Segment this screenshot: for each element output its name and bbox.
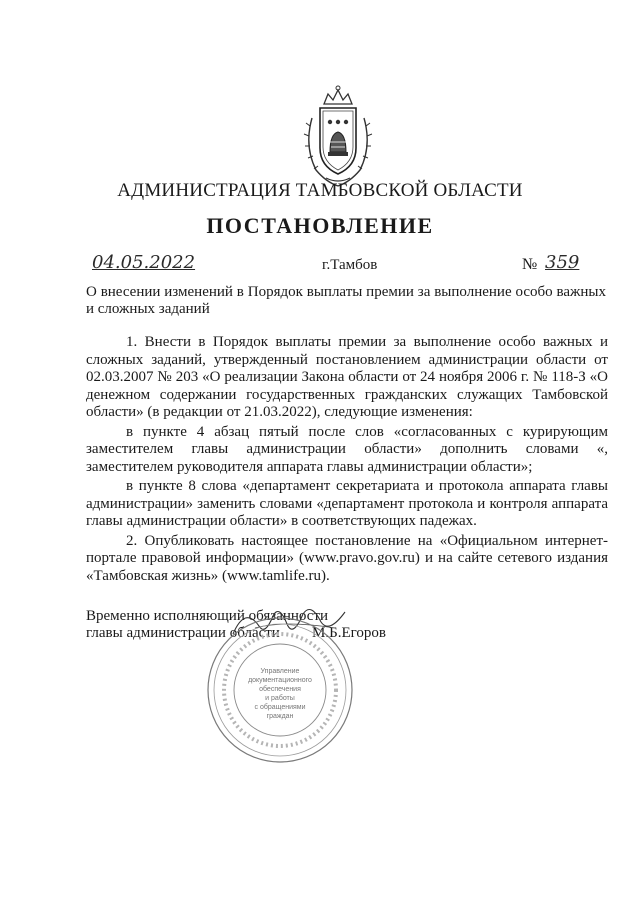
stamp-text-line: обеспечения <box>259 686 301 693</box>
coat-of-arms-icon <box>300 82 376 190</box>
paragraph-1a: в пункте 4 абзац пятый после слов «согласованных с курирующим заместителем главы администрации области» дополнить словами «, заместителем руководителя аппарата главы администрации области»; <box>86 423 608 475</box>
paragraph-1: 1. Внести в Порядок выплаты премии за выполнение особо важных и сложных заданий, утвержденный постановлением администрации области от 02.03.2007 № 203 «О реализации Закона области от 24 ноября 2006 г. № 118-З «О денежном содержании государственных гражданских служащих Тамбовской области» (в редакции от 21.03.2022), следующие изменения: <box>86 334 608 420</box>
document-city: г.Тамбов <box>322 257 378 273</box>
signatory-position-line1: Временно исполняющий обязанности <box>86 608 329 624</box>
signatory-position-line2: главы администрации области <box>86 625 280 641</box>
stamp-text-line: граждан <box>266 713 294 720</box>
signatory-name: М.Б.Егоров <box>312 625 386 641</box>
stamp-text-line: и работы <box>265 695 295 702</box>
number-label: № <box>522 256 538 273</box>
stamp-text-line: документационного <box>248 677 312 684</box>
document-type-title: ПОСТАНОВЛЕНИЕ <box>206 213 434 238</box>
paragraph-2: 2. Опубликовать настоящее постановление на «Официальном интернет-портале правовой информации» (www.pravo.gov.ru) и на сайте сетевого издания «Тамбовская жизнь» (www.tamlife.ru). <box>86 532 608 584</box>
document-subject: О внесении изменений в Порядок выплаты премии за выполнение особо важных и сложных заданий <box>86 284 606 317</box>
document-body <box>86 334 608 585</box>
official-seal-icon <box>205 615 355 765</box>
document-number: 359 <box>545 252 580 273</box>
stamp-text-line: с обращениями <box>254 704 306 711</box>
paragraph-1b: в пункте 8 слова «департамент секретариата и протокола аппарата главы администрации» заменить словами «департамент протокола и контроля аппарата главы администрации области» в соответствующих падежах. <box>86 478 608 529</box>
authority-title: АДМИНИСТРАЦИЯ ТАМБОВСКОЙ ОБЛАСТИ <box>117 180 523 201</box>
stamp-text-line: Управление <box>260 668 300 675</box>
document-date: 04.05.2022 <box>92 252 196 273</box>
